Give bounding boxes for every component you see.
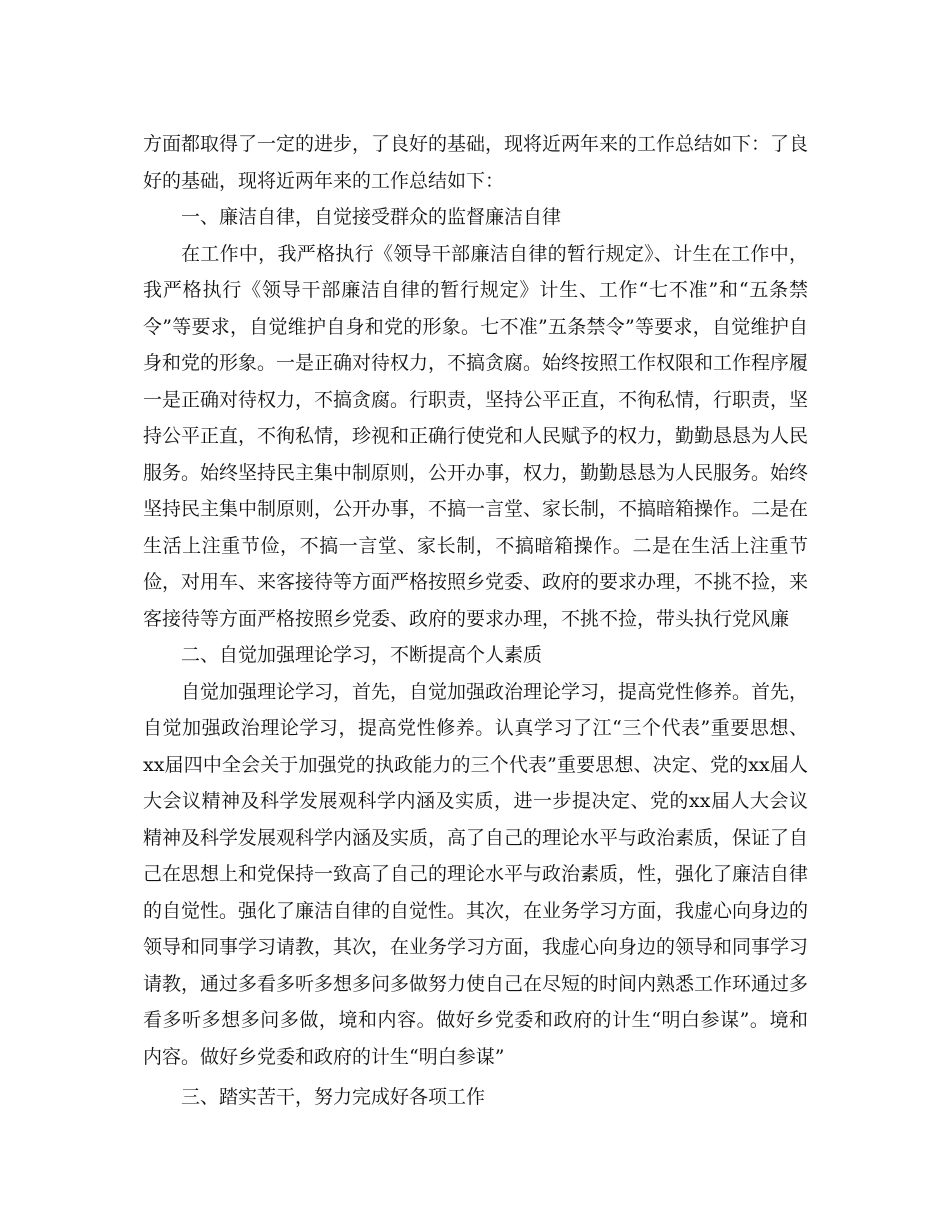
section-heading-2: 二、自觉加强理论学习，不断提高个人素质	[181, 644, 543, 666]
section-paragraph-1: 在工作中，我严格执行《领导干部廉洁自律的暂行规定》、计生在工作中，我严格执行《领导干部廉洁自律的暂行规定》计生、工作“七不准”和“五条禁令”等要求，自觉维护自身和党的形象。七不准”五条禁令”等要求，自觉维护自身和党的形象。一是正确对待权力，不搞贪腐。始终按照工作权限和工作程序履一是正确对待权力，不搞贪腐。行职责，坚持公平正直，不徇私情，行职责，坚持公平正直，不徇私情，珍视和正确行使党和人民赋予的权力，勤勤恳恳为人民服务。始终坚持民主集中制原则，公开办事，权力，勤勤恳恳为人民服务。始终坚持民主集中制原则，公开办事，不搞一言堂、家长制，不搞暗箱操作。二是在生活上注重节俭，不搞一言堂、家长制，不搞暗箱操作。二是在生活上注重节俭，对用车、来客接待等方面严格按照乡党委、政府的要求办理，不挑不捡，来客接待等方面严格按照乡党委、政府的要求办理，不挑不捡，带头执行党风廉	[143, 242, 809, 630]
intro-paragraph: 方面都取得了一定的进步，了良好的基础，现将近两年来的工作总结如下：了良好的基础，现将近两年来的工作总结如下：	[143, 133, 809, 192]
section-paragraph-2: 自觉加强理论学习，首先，自觉加强政治理论学习，提高党性修养。首先，自觉加强政治理论学习，提高党性修养。认真学习了江“三个代表”重要思想、xx届四中全会关于加强党的执政能力的三个代表”重要思想、决定、党的xx届人大会议精神及科学发展观科学内涵及实质，进一步提决定、党的xx届人大会议精神及科学发展观科学内涵及实质，高了自己的理论水平与政治素质，保证了自己在思想上和党保持一致高了自己的理论水平与政治素质，性，强化了廉洁自律的自觉性。强化了廉洁自律的自觉性。其次，在业务学习方面，我虚心向身边的领导和同事学习请教，其次，在业务学习方面，我虚心向身边的领导和同事学习请教，通过多看多听多想多问多做努力使自己在尽短的时间内熟悉工作环通过多看多听多想多问多做，境和内容。做好乡党委和政府的计生“明白参谋”。境和内容。做好乡党委和政府的计生“明白参谋”	[143, 680, 809, 1068]
document-body	[143, 126, 808, 1116]
section-heading-1: 一、廉洁自律，自觉接受群众的监督廉洁自律	[181, 206, 562, 228]
section-heading-3: 三、踏实苦干，努力完成好各项工作	[181, 1086, 486, 1108]
